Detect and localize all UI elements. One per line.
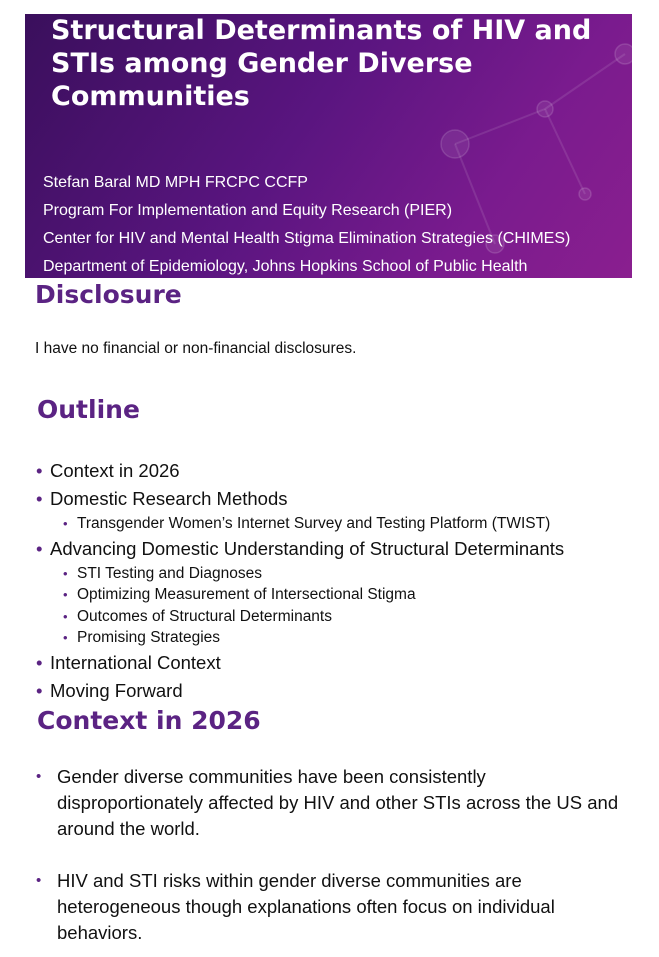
outline-item bbox=[36, 649, 564, 677]
bullet-icon: • bbox=[36, 488, 43, 509]
outline-item-label: Advancing Domestic Understanding of Structural Determinants bbox=[50, 537, 565, 559]
affiliation-chimes: Center for HIV and Mental Health Stigma Elimination Strategies (CHIMES) bbox=[43, 230, 571, 247]
bullet-icon: • bbox=[36, 679, 43, 701]
outline-subitem-label: Promising Strategies bbox=[77, 629, 221, 646]
bullet-icon: • bbox=[36, 460, 43, 481]
affiliation-pier: Program For Implementation and Equity Research (PIER) bbox=[43, 202, 453, 219]
outline-heading: Outline bbox=[37, 395, 140, 424]
outline-item-label: Domestic Research Methods bbox=[50, 488, 288, 509]
outline-subitem-label: Transgender Women’s Internet Survey and Testing Platform (TWIST) bbox=[77, 515, 551, 532]
bullet-icon: • bbox=[36, 651, 43, 673]
outline-subitem bbox=[36, 563, 564, 585]
context-bullet-text: Gender diverse communities have been consistently disproportionately affected by HIV and other STIs across the US and around the world. bbox=[57, 766, 619, 839]
outline-subitem bbox=[36, 584, 564, 606]
bullet-icon: • bbox=[63, 630, 68, 645]
bullet-icon: • bbox=[63, 608, 68, 624]
outline-subitem bbox=[36, 627, 564, 649]
disclosure-heading: Disclosure bbox=[35, 280, 182, 309]
outline-item bbox=[36, 485, 564, 535]
bullet-icon: • bbox=[63, 516, 68, 531]
bullet-icon: • bbox=[36, 537, 43, 559]
affiliation-jhsph: Department of Epidemiology, Johns Hopkins School of Public Health bbox=[43, 258, 528, 275]
bullet-icon: • bbox=[63, 565, 68, 581]
context-bullet-text: HIV and STI risks within gender diverse communities are heterogeneous though explanations often focus on individual behaviors. bbox=[57, 870, 555, 943]
outline-subitem bbox=[36, 606, 564, 628]
outline-item-label: Context in 2026 bbox=[50, 460, 180, 481]
outline-subitem-label: STI Testing and Diagnoses bbox=[77, 564, 262, 582]
context-bullet bbox=[36, 868, 636, 946]
title-slide-banner bbox=[25, 14, 632, 278]
author-name: Stefan Baral MD MPH FRCPC CCFP bbox=[43, 174, 308, 191]
outline-item bbox=[36, 535, 564, 649]
outline-subitem-label: Outcomes of Structural Determinants bbox=[77, 607, 332, 625]
context-heading: Context in 2026 bbox=[37, 706, 261, 735]
outline-subitem-label: Optimizing Measurement of Intersectional Stigma bbox=[77, 586, 416, 603]
outline-item-label: Moving Forward bbox=[50, 679, 183, 701]
author-affiliations bbox=[43, 169, 570, 278]
presentation-title: Structural Determinants of HIV and STIs among Gender Diverse Communities bbox=[51, 15, 592, 112]
outline-subitem bbox=[36, 513, 564, 535]
outline-sublist bbox=[36, 513, 564, 535]
outline-list bbox=[36, 457, 564, 705]
context-bullets bbox=[36, 764, 636, 946]
outline-sublist bbox=[36, 563, 564, 649]
outline-item bbox=[36, 457, 564, 485]
outline-item bbox=[36, 677, 564, 705]
outline-item-label: International Context bbox=[50, 651, 221, 673]
context-bullet bbox=[36, 764, 636, 842]
bullet-icon: • bbox=[36, 872, 42, 889]
disclosure-text: I have no financial or non-financial disclosures. bbox=[35, 340, 357, 357]
bullet-icon: • bbox=[63, 587, 68, 602]
bullet-icon: • bbox=[36, 768, 42, 785]
